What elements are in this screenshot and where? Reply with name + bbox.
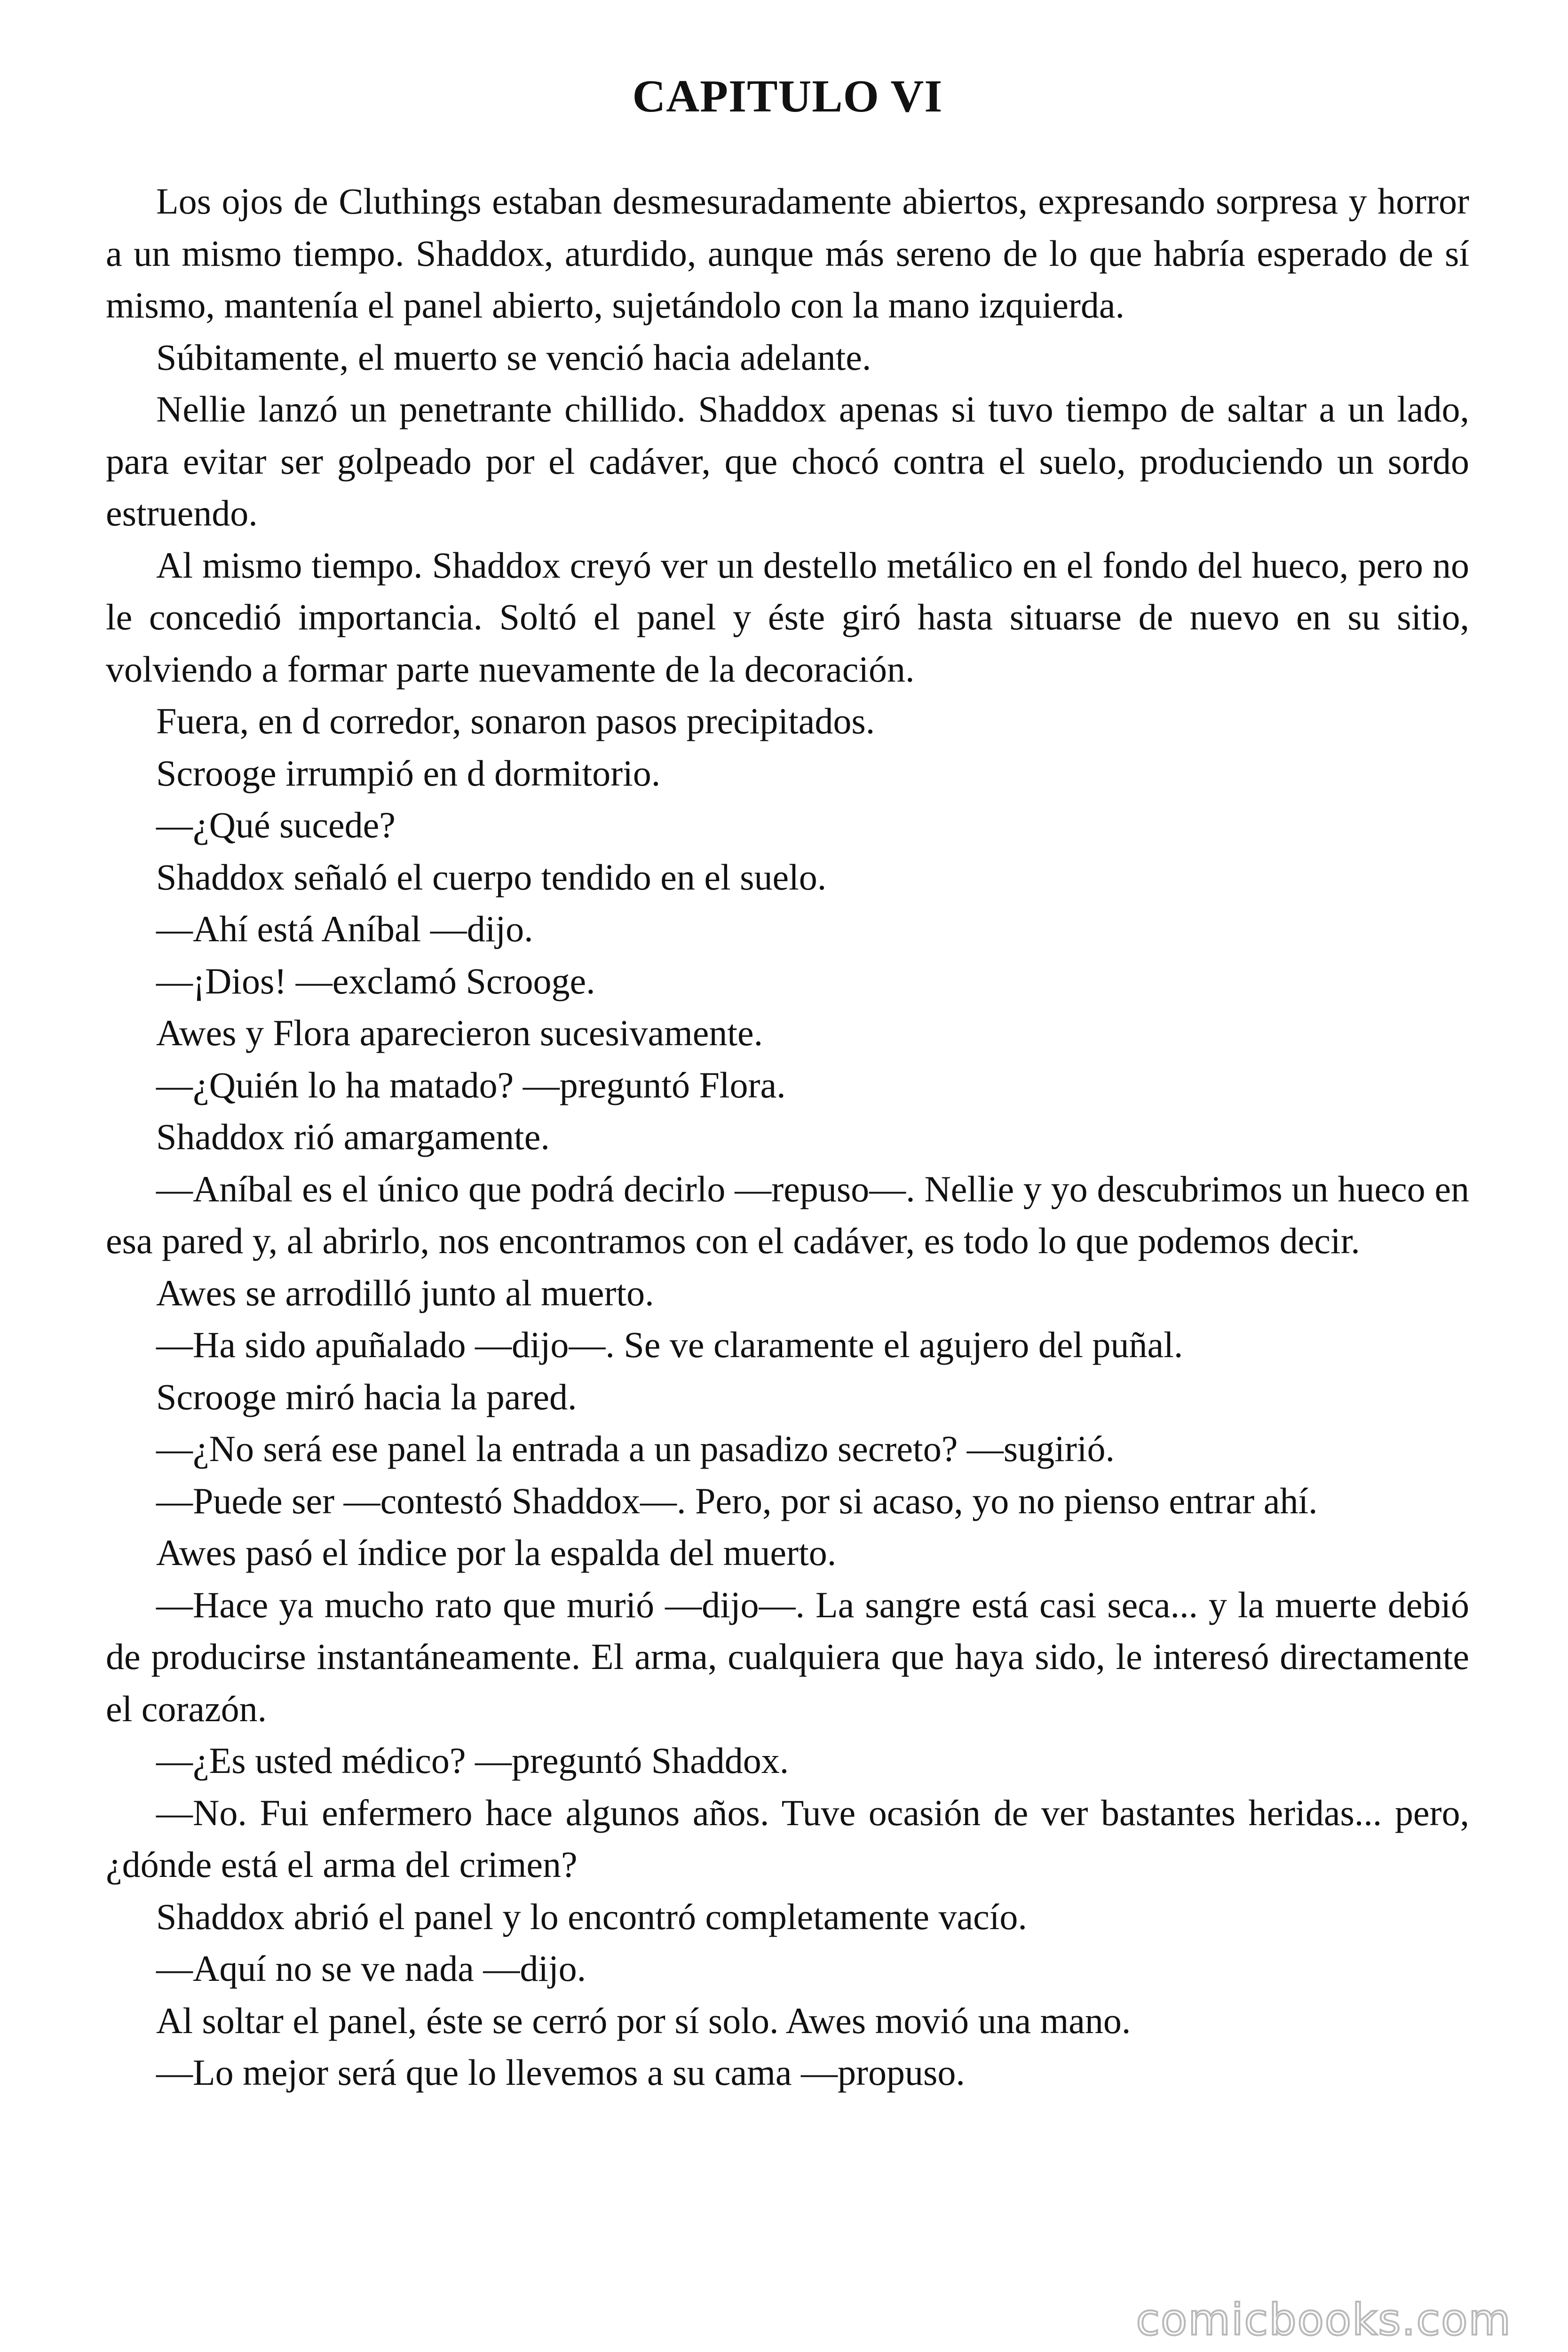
- paragraph: —¿Es usted médico? —preguntó Shaddox.: [156, 1740, 789, 1781]
- paragraph: Shaddox abrió el panel y lo encontró completamente vacío.: [156, 1896, 1027, 1937]
- paragraph: Awes se arrodilló junto al muerto.: [156, 1272, 654, 1313]
- watermark-text: comicbooks.com: [1136, 2295, 1512, 2345]
- chapter-title: CAPITULO VI: [632, 71, 943, 122]
- chapter-body: [106, 175, 1469, 2099]
- paragraph: —Hace ya mucho rato que murió —dijo—. La sangre está casi seca... y la muerte debió de producirse instantáneamente. El arma, cualquiera que haya sido, le interesó directamente el corazón.: [106, 1584, 1469, 1729]
- paragraph: —Puede ser —contestó Shaddox—. Pero, por si acaso, yo no pienso entrar ahí.: [156, 1480, 1318, 1521]
- paragraph: Shaddox señaló el cuerpo tendido en el suelo.: [156, 856, 827, 898]
- paragraph: —¡Dios! —exclamó Scrooge.: [156, 960, 595, 1001]
- paragraph: Awes y Flora aparecieron sucesivamente.: [156, 1012, 763, 1053]
- paragraph: —Ha sido apuñalado —dijo—. Se ve claramente el agujero del puñal.: [156, 1324, 1183, 1365]
- paragraph: —¿Qué sucede?: [156, 804, 396, 845]
- paragraph: Al soltar el panel, éste se cerró por sí solo. Awes movió una mano.: [156, 2000, 1131, 2041]
- paragraph: Nellie lanzó un penetrante chillido. Shaddox apenas si tuvo tiempo de saltar a un lado, para evitar ser golpeado por el cadáver, que chocó contra el suelo, produciendo un sordo estruendo.: [106, 389, 1469, 533]
- paragraph: Shaddox rió amargamente.: [156, 1116, 550, 1157]
- paragraph: Scrooge irrumpió en d dormitorio.: [156, 752, 661, 794]
- paragraph: Los ojos de Cluthings estaban desmesuradamente abiertos, expresando sorpresa y horror a un mismo tiempo. Shaddox, aturdido, aunque más sereno de lo que habría esperado de sí mismo, mantenía el panel abierto, sujetándolo con la mano izquierda.: [106, 181, 1469, 326]
- paragraph: Al mismo tiempo. Shaddox creyó ver un destello metálico en el fondo del hueco, pero no le concedió importancia. Soltó el panel y éste giró hasta situarse de nuevo en su sitio, volviendo a formar parte nuevamente de la decoración.: [106, 544, 1469, 690]
- paragraph: —Lo mejor será que lo llevemos a su cama —propuso.: [156, 2052, 965, 2093]
- paragraph: Fuera, en d corredor, sonaron pasos precipitados.: [156, 700, 875, 741]
- paragraph: —¿No será ese panel la entrada a un pasadizo secreto? —sugirió.: [156, 1428, 1115, 1469]
- paragraph: —No. Fui enfermero hace algunos años. Tuve ocasión de ver bastantes heridas... pero, ¿dónde está el arma del crimen?: [106, 1792, 1469, 1885]
- paragraph: —¿Quién lo ha matado? —preguntó Flora.: [156, 1064, 786, 1105]
- paragraph: —Ahí está Aníbal —dijo.: [156, 908, 533, 949]
- paragraph: —Aníbal es el único que podrá decirlo —repuso—. Nellie y yo descubrimos un hueco en esa pared y, al abrirlo, nos encontramos con el cadáver, es todo lo que podemos decir.: [106, 1168, 1469, 1261]
- paragraph: —Aquí no se ve nada —dijo.: [156, 1948, 586, 1989]
- paragraph: Súbitamente, el muerto se venció hacia adelante.: [156, 336, 871, 378]
- paragraph: Scrooge miró hacia la pared.: [156, 1376, 577, 1417]
- paragraph: Awes pasó el índice por la espalda del muerto.: [156, 1532, 837, 1573]
